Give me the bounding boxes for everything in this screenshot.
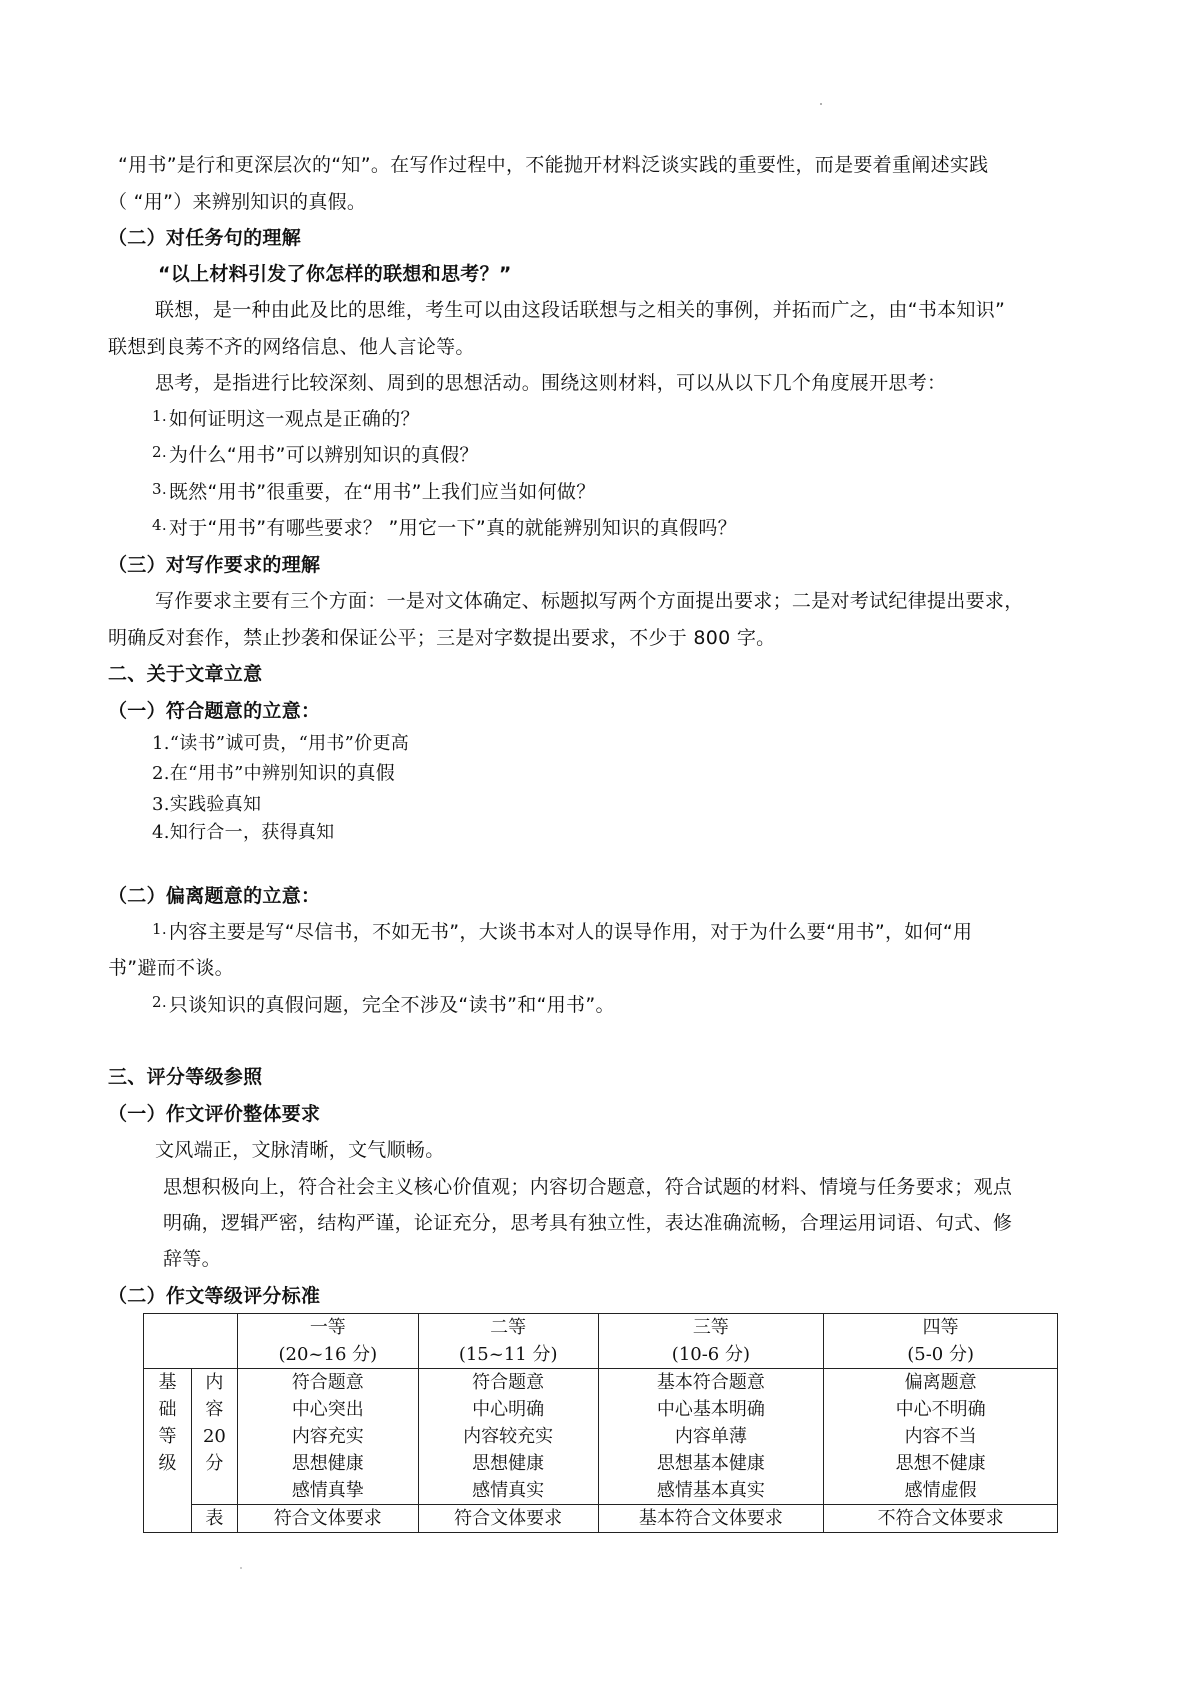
label-char: 20 xyxy=(202,1426,226,1447)
expression-cell: 不符合文体要求 xyxy=(824,1505,1058,1533)
question-number: 2. xyxy=(152,443,167,461)
criterion: 内容充实 xyxy=(291,1426,364,1447)
criterion: 符合题意 xyxy=(472,1372,545,1393)
paragraph-line: 书”避而不谈。 xyxy=(108,957,234,979)
paragraph-line: 思考，是指进行比较深刻、周到的思想活动。围绕这则材料，可以从以下几个角度展开思考： xyxy=(155,372,947,394)
criterion: 思想基本健康 xyxy=(656,1453,765,1474)
grade-name: 二等 xyxy=(490,1317,527,1338)
paragraph-line: 联想到良莠不齐的网络信息、他人言论等。 xyxy=(108,336,475,358)
paragraph-line: 思想积极向上，符合社会主义核心价值观；内容切合题意，符合试题的材料、情境与任务要求；观点 xyxy=(163,1176,1013,1198)
criterion: 内容较充实 xyxy=(463,1426,554,1447)
criterion: 内容单薄 xyxy=(674,1426,747,1447)
question-item xyxy=(152,442,479,469)
question-number: 4. xyxy=(152,516,167,534)
question-text: 既然“用书”很重要，在“用书”上我们应当如何做？ xyxy=(168,481,596,503)
criterion: 思想健康 xyxy=(291,1453,364,1474)
chapter-heading: 三、评分等级参照 xyxy=(108,1066,263,1088)
grade-header xyxy=(824,1314,1058,1369)
grade-range: (20~16 分) xyxy=(278,1344,378,1365)
label-char: 级 xyxy=(158,1453,177,1474)
list-item xyxy=(152,760,395,787)
item-number: 2. xyxy=(152,993,167,1011)
label-char: 基 xyxy=(158,1372,177,1393)
criterion: 偏离题意 xyxy=(904,1372,977,1393)
label-char: 础 xyxy=(158,1399,177,1420)
criterion: 中心不明确 xyxy=(895,1399,986,1420)
table-row-content xyxy=(144,1369,1058,1505)
paragraph-line: 写作要求主要有三个方面：一是对文体确定、标题拟写两个方面提出要求；二是对考试纪律提出要求， xyxy=(155,590,1024,612)
item-number: 1. xyxy=(152,920,167,938)
question-number: 1. xyxy=(152,407,167,425)
task-quote: “以上材料引发了你怎样的联想和思考？” xyxy=(158,263,512,285)
label-char: 等 xyxy=(158,1426,177,1447)
criterion: 中心突出 xyxy=(291,1399,364,1420)
criterion: 感情真挚 xyxy=(291,1480,364,1501)
grade-name: 四等 xyxy=(922,1317,959,1338)
content-cell xyxy=(824,1369,1058,1505)
criterion: 感情基本真实 xyxy=(656,1480,765,1501)
section-heading: （二）作文等级评分标准 xyxy=(108,1285,321,1307)
paragraph-line: “用书”是行和更深层次的“知”。在写作过程中，不能抛开材料泛谈实践的重要性，而是要着重阐述实践 xyxy=(118,154,989,176)
criterion: 符合题意 xyxy=(291,1372,364,1393)
label-char: 内 xyxy=(205,1372,224,1393)
criterion: 感情虚假 xyxy=(904,1480,977,1501)
criterion: 中心明确 xyxy=(472,1399,545,1420)
expression-cell: 基本符合文体要求 xyxy=(598,1505,824,1533)
section-heading: （三）对写作要求的理解 xyxy=(108,554,321,576)
list-item: 3.实践验真知 xyxy=(152,794,262,815)
paragraph-line: （ “用”）来辨别知识的真假。 xyxy=(108,191,367,213)
paragraph-line: 联想，是一种由此及比的思维，考生可以由这段话联想与之相关的事例，并拓而广之，由“书本知识” xyxy=(155,299,1006,321)
paragraph-line: 文风端正，文脉清晰，文气顺畅。 xyxy=(155,1139,445,1161)
grade-header xyxy=(237,1314,418,1369)
grade-range: (10-6 分) xyxy=(671,1344,751,1365)
content-cell xyxy=(418,1369,598,1505)
criterion: 中心基本明确 xyxy=(656,1399,765,1420)
grade-name: 三等 xyxy=(692,1317,729,1338)
grading-table xyxy=(143,1313,1058,1533)
table-header-row xyxy=(144,1314,1058,1369)
off-topic-item xyxy=(152,919,972,946)
section-heading: （一）作文评价整体要求 xyxy=(108,1103,321,1125)
grade-header xyxy=(418,1314,598,1369)
question-text: 为什么“用书”可以辨别知识的真假？ xyxy=(168,444,479,466)
item-text: 只谈知识的真假问题，完全不涉及“读书”和“用书”。 xyxy=(168,994,615,1016)
list-item-tail: 知识的真假 xyxy=(298,762,396,784)
criterion: 思想不健康 xyxy=(895,1453,986,1474)
item-text: 内容主要是写“尽信书，不如无书”，大谈书本对人的误导作用，对于为什么要“用书”，如何“用 xyxy=(168,921,973,943)
expression-label: 表 xyxy=(191,1505,237,1533)
expression-cell: 符合文体要求 xyxy=(237,1505,418,1533)
table-row-expression xyxy=(144,1505,1058,1533)
list-item-head: 2.在“用书”中辨别 xyxy=(152,763,299,784)
criterion: 内容不当 xyxy=(904,1426,977,1447)
grade-header xyxy=(598,1314,824,1369)
scan-speck xyxy=(820,103,822,105)
content-label xyxy=(191,1369,237,1505)
content-cell xyxy=(237,1369,418,1505)
content-cell xyxy=(598,1369,824,1505)
grade-range: (5-0 分) xyxy=(907,1344,975,1365)
question-item xyxy=(152,479,596,506)
criterion: 基本符合题意 xyxy=(656,1372,765,1393)
chapter-heading: 二、关于文章立意 xyxy=(108,663,263,685)
scan-speck xyxy=(240,1567,242,1569)
label-char: 容 xyxy=(205,1399,224,1420)
criterion: 思想健康 xyxy=(472,1453,545,1474)
section-heading: （一）符合题意的立意： xyxy=(108,700,321,722)
off-topic-item xyxy=(152,992,615,1019)
question-text: 如何证明这一观点是正确的？ xyxy=(168,408,420,430)
question-text: 对于“用书”有哪些要求？ ”用它一下”真的就能辨别知识的真假吗？ xyxy=(168,517,737,539)
table-corner-cell xyxy=(144,1314,238,1369)
section-heading: （二）偏离题意的立意： xyxy=(108,885,321,907)
grade-range: (15~11 分) xyxy=(458,1344,558,1365)
criterion: 感情真实 xyxy=(472,1480,545,1501)
paragraph-line: 明确，逻辑严密，结构严谨，论证充分，思考具有独立性，表达准确流畅，合理运用词语、句式、修 xyxy=(163,1212,1013,1234)
list-item: 1.“读书”诚可贵，“用书”价更高 xyxy=(152,733,410,754)
expression-cell: 符合文体要求 xyxy=(418,1505,598,1533)
grade-name: 一等 xyxy=(309,1317,346,1338)
list-item: 4.知行合一，获得真知 xyxy=(152,822,335,843)
basic-level-label xyxy=(144,1369,192,1533)
question-number: 3. xyxy=(152,480,167,498)
section-heading: （二）对任务句的理解 xyxy=(108,227,302,249)
paragraph-line: 辞等。 xyxy=(163,1248,221,1270)
label-char: 分 xyxy=(205,1453,224,1474)
question-item xyxy=(152,406,420,433)
question-item xyxy=(152,515,737,542)
paragraph-line: 明确反对套作，禁止抄袭和保证公平；三是对字数提出要求，不少于 800 字。 xyxy=(108,627,776,649)
